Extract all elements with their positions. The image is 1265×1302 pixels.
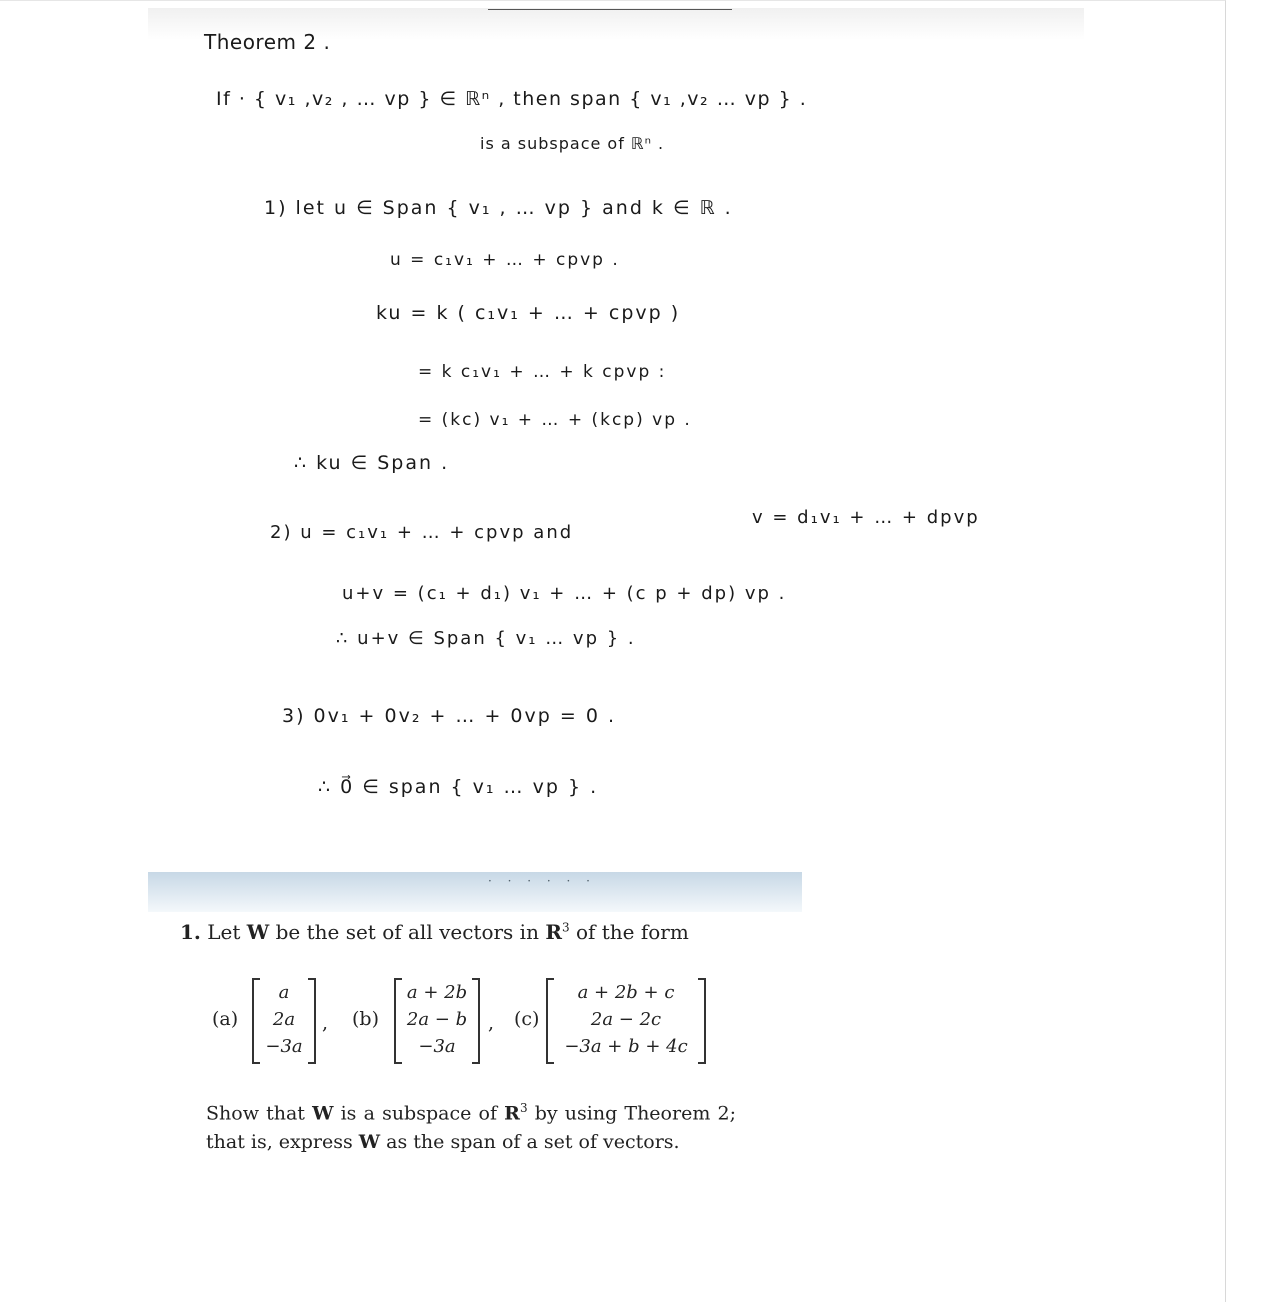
option-a-label: (a) bbox=[212, 1008, 239, 1030]
theorem-statement-line-1: If · { v₁ ,v₂ , … vp } ∈ ℝⁿ , then span { v₁ ,v₂ … vp } . bbox=[216, 88, 808, 110]
proof-part3-conclusion: ∴ 0⃗ ∈ span { v₁ … vp } . bbox=[318, 776, 599, 798]
proof-part2-line: 2) u = c₁v₁ + … + cpvp and bbox=[270, 522, 574, 543]
theorem-heading: Theorem 2 . bbox=[204, 30, 331, 54]
exercise-task: Show that W is a subspace of $R^3$ by using Theorem 2; that is, express W as the span of a set of vectors. bbox=[206, 1101, 736, 1154]
proof-part1-line: = k c₁v₁ + … + k cpvp : bbox=[418, 362, 667, 382]
textbook-excerpt bbox=[148, 872, 802, 1194]
option-a-matrix bbox=[252, 978, 316, 1064]
proof-part2-conclusion: ∴ u+v ∈ Span { v₁ … vp } . bbox=[336, 628, 636, 649]
scan-header-band bbox=[148, 872, 802, 912]
proof-part1-line: = (kc) v₁ + … + (kcp) vp . bbox=[418, 410, 692, 430]
matrix-entry: 2a − b bbox=[406, 1009, 468, 1030]
option-b-label: (b) bbox=[352, 1008, 379, 1030]
option-c-matrix bbox=[546, 978, 706, 1064]
top-rule bbox=[488, 9, 732, 10]
matrix-entry: a + 2b bbox=[406, 982, 468, 1003]
matrix-entry: −3a bbox=[265, 1036, 303, 1057]
proof-part2-line: u+v = (c₁ + d₁) v₁ + … + (c p + dp) vp . bbox=[342, 583, 787, 604]
proof-part1-conclusion: ∴ ku ∈ Span . bbox=[294, 452, 450, 474]
exercise-number: 1. bbox=[180, 920, 201, 944]
matrix-entry: −3a + b + 4c bbox=[564, 1036, 688, 1057]
matrix-entry: a bbox=[278, 982, 290, 1003]
scan-band-marks: · · · · · · bbox=[488, 874, 596, 888]
proof-part1-line: 1) let u ∈ Span { v₁ , … vp } and k ∈ ℝ . bbox=[264, 197, 733, 219]
proof-part1-line: ku = k ( c₁v₁ + … + cpvp ) bbox=[376, 302, 681, 324]
separator: , bbox=[488, 1012, 495, 1034]
proof-part1-line: u = c₁v₁ + … + cpvp . bbox=[390, 250, 620, 270]
option-c-label: (c) bbox=[514, 1008, 540, 1030]
matrix-entry: 2a bbox=[272, 1009, 296, 1030]
theorem-statement-line-2: is a subspace of ℝⁿ . bbox=[480, 134, 665, 153]
matrix-entry: 2a − 2c bbox=[590, 1009, 662, 1030]
matrix-entry: a + 2b + c bbox=[577, 982, 675, 1003]
exercise-prompt: 1. Let W be the set of all vectors in $R^3$ of the form bbox=[180, 920, 689, 944]
proof-part3-line: 3) 0v₁ + 0v₂ + … + 0vp = 0 . bbox=[282, 705, 616, 727]
proof-part2-line: v = d₁v₁ + … + dpvp bbox=[752, 507, 980, 528]
separator: , bbox=[322, 1012, 329, 1034]
option-b-matrix bbox=[394, 978, 480, 1064]
matrix-entry: −3a bbox=[418, 1036, 456, 1057]
